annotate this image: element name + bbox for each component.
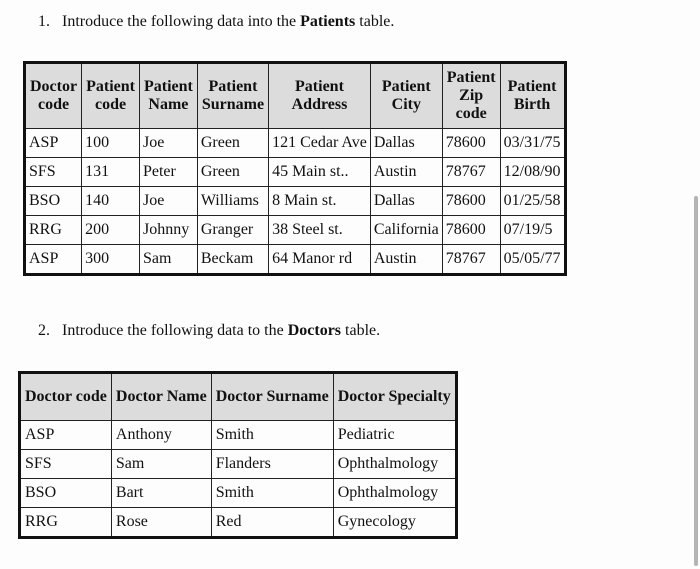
doctors-table [18, 371, 458, 539]
patients-cell: Sam [139, 245, 197, 275]
patients-cell: 03/31/75 [500, 129, 565, 158]
doctors-row [20, 421, 457, 450]
patients-cell: ASP [25, 129, 82, 158]
patients-cell: Joe [139, 187, 197, 216]
patients-cell: 100 [82, 129, 140, 158]
doctors-cell: Red [211, 508, 333, 538]
patients-cell: 140 [82, 187, 140, 216]
patients-cell: 78767 [442, 158, 500, 187]
patients-cell: 07/19/5 [500, 216, 565, 245]
patients-cell: BSO [25, 187, 82, 216]
doctors-cell: RRG [20, 508, 112, 538]
patients-cell: 78600 [442, 216, 500, 245]
patients-cell: 131 [82, 158, 140, 187]
patients-cell: 38 Steel st. [269, 216, 371, 245]
patients-row [25, 129, 566, 158]
patients-cell: 05/05/77 [500, 245, 565, 275]
doctors-cell: Ophthalmology [333, 450, 456, 479]
patients-cell: Joe [139, 129, 197, 158]
patients-instruction: 1. Introduce the following data into the Patients table. [38, 13, 395, 30]
doctors-cell: Sam [111, 450, 211, 479]
doctors-header-row [20, 373, 457, 421]
patients-header-row [25, 63, 566, 129]
patients-row [25, 216, 566, 245]
doctors-cell: Smith [211, 421, 333, 450]
patients-cell: Dallas [370, 187, 442, 216]
doctors-header-cell: Doctor Name [111, 373, 211, 421]
patients-header-cell: Patient code [82, 63, 140, 129]
patients-cell: Granger [197, 216, 268, 245]
patients-header-cell: Patient City [370, 63, 442, 129]
doctors-cell: Rose [111, 508, 211, 538]
patients-cell: 12/08/90 [500, 158, 565, 187]
patients-cell: 8 Main st. [269, 187, 371, 216]
doctors-cell: Bart [111, 479, 211, 508]
patients-cell: 121 Cedar Ave [269, 129, 371, 158]
doctors-header-cell: Doctor Surname [211, 373, 333, 421]
patients-cell: 78600 [442, 129, 500, 158]
doctors-header-cell: Doctor code [20, 373, 112, 421]
patients-cell: 300 [82, 245, 140, 275]
patients-cell: Dallas [370, 129, 442, 158]
doctors-row [20, 450, 457, 479]
doctors-row [20, 479, 457, 508]
patients-cell: 78600 [442, 187, 500, 216]
patients-cell: Austin [370, 245, 442, 275]
patients-cell: California [370, 216, 442, 245]
patients-cell: Austin [370, 158, 442, 187]
patients-row [25, 158, 566, 187]
doctors-row [20, 508, 457, 538]
doctors-cell: Smith [211, 479, 333, 508]
patients-cell: 45 Main st.. [269, 158, 371, 187]
patients-cell: Green [197, 158, 268, 187]
vertical-scrollbar[interactable] [694, 196, 698, 566]
patients-row [25, 187, 566, 216]
patients-cell: 200 [82, 216, 140, 245]
doctors-cell: ASP [20, 421, 112, 450]
patients-cell: RRG [25, 216, 82, 245]
patients-cell: Peter [139, 158, 197, 187]
patients-header-cell: Patient Address [269, 63, 371, 129]
patients-cell: Williams [197, 187, 268, 216]
patients-cell: SFS [25, 158, 82, 187]
patients-table [23, 61, 567, 276]
doctors-cell: Gynecology [333, 508, 456, 538]
patients-row [25, 245, 566, 275]
patients-cell: Green [197, 129, 268, 158]
patients-cell: ASP [25, 245, 82, 275]
patients-header-cell: Patient Birth [500, 63, 565, 129]
patients-cell: 64 Manor rd [269, 245, 371, 275]
patients-cell: 78767 [442, 245, 500, 275]
patients-header-cell: Doctor code [25, 63, 82, 129]
doctors-cell: BSO [20, 479, 112, 508]
patients-header-cell: Patient Zip code [442, 63, 500, 129]
doctors-instruction: 2. Introduce the following data to the Doctors table. [38, 322, 381, 339]
patients-cell: 01/25/58 [500, 187, 565, 216]
doctors-cell: SFS [20, 450, 112, 479]
doctors-header-cell: Doctor Specialty [333, 373, 456, 421]
patients-cell: Beckam [197, 245, 268, 275]
patients-cell: Johnny [139, 216, 197, 245]
doctors-cell: Anthony [111, 421, 211, 450]
doctors-cell: Flanders [211, 450, 333, 479]
patients-header-cell: Patient Name [139, 63, 197, 129]
doctors-cell: Ophthalmology [333, 479, 456, 508]
patients-header-cell: Patient Surname [197, 63, 268, 129]
doctors-cell: Pediatric [333, 421, 456, 450]
